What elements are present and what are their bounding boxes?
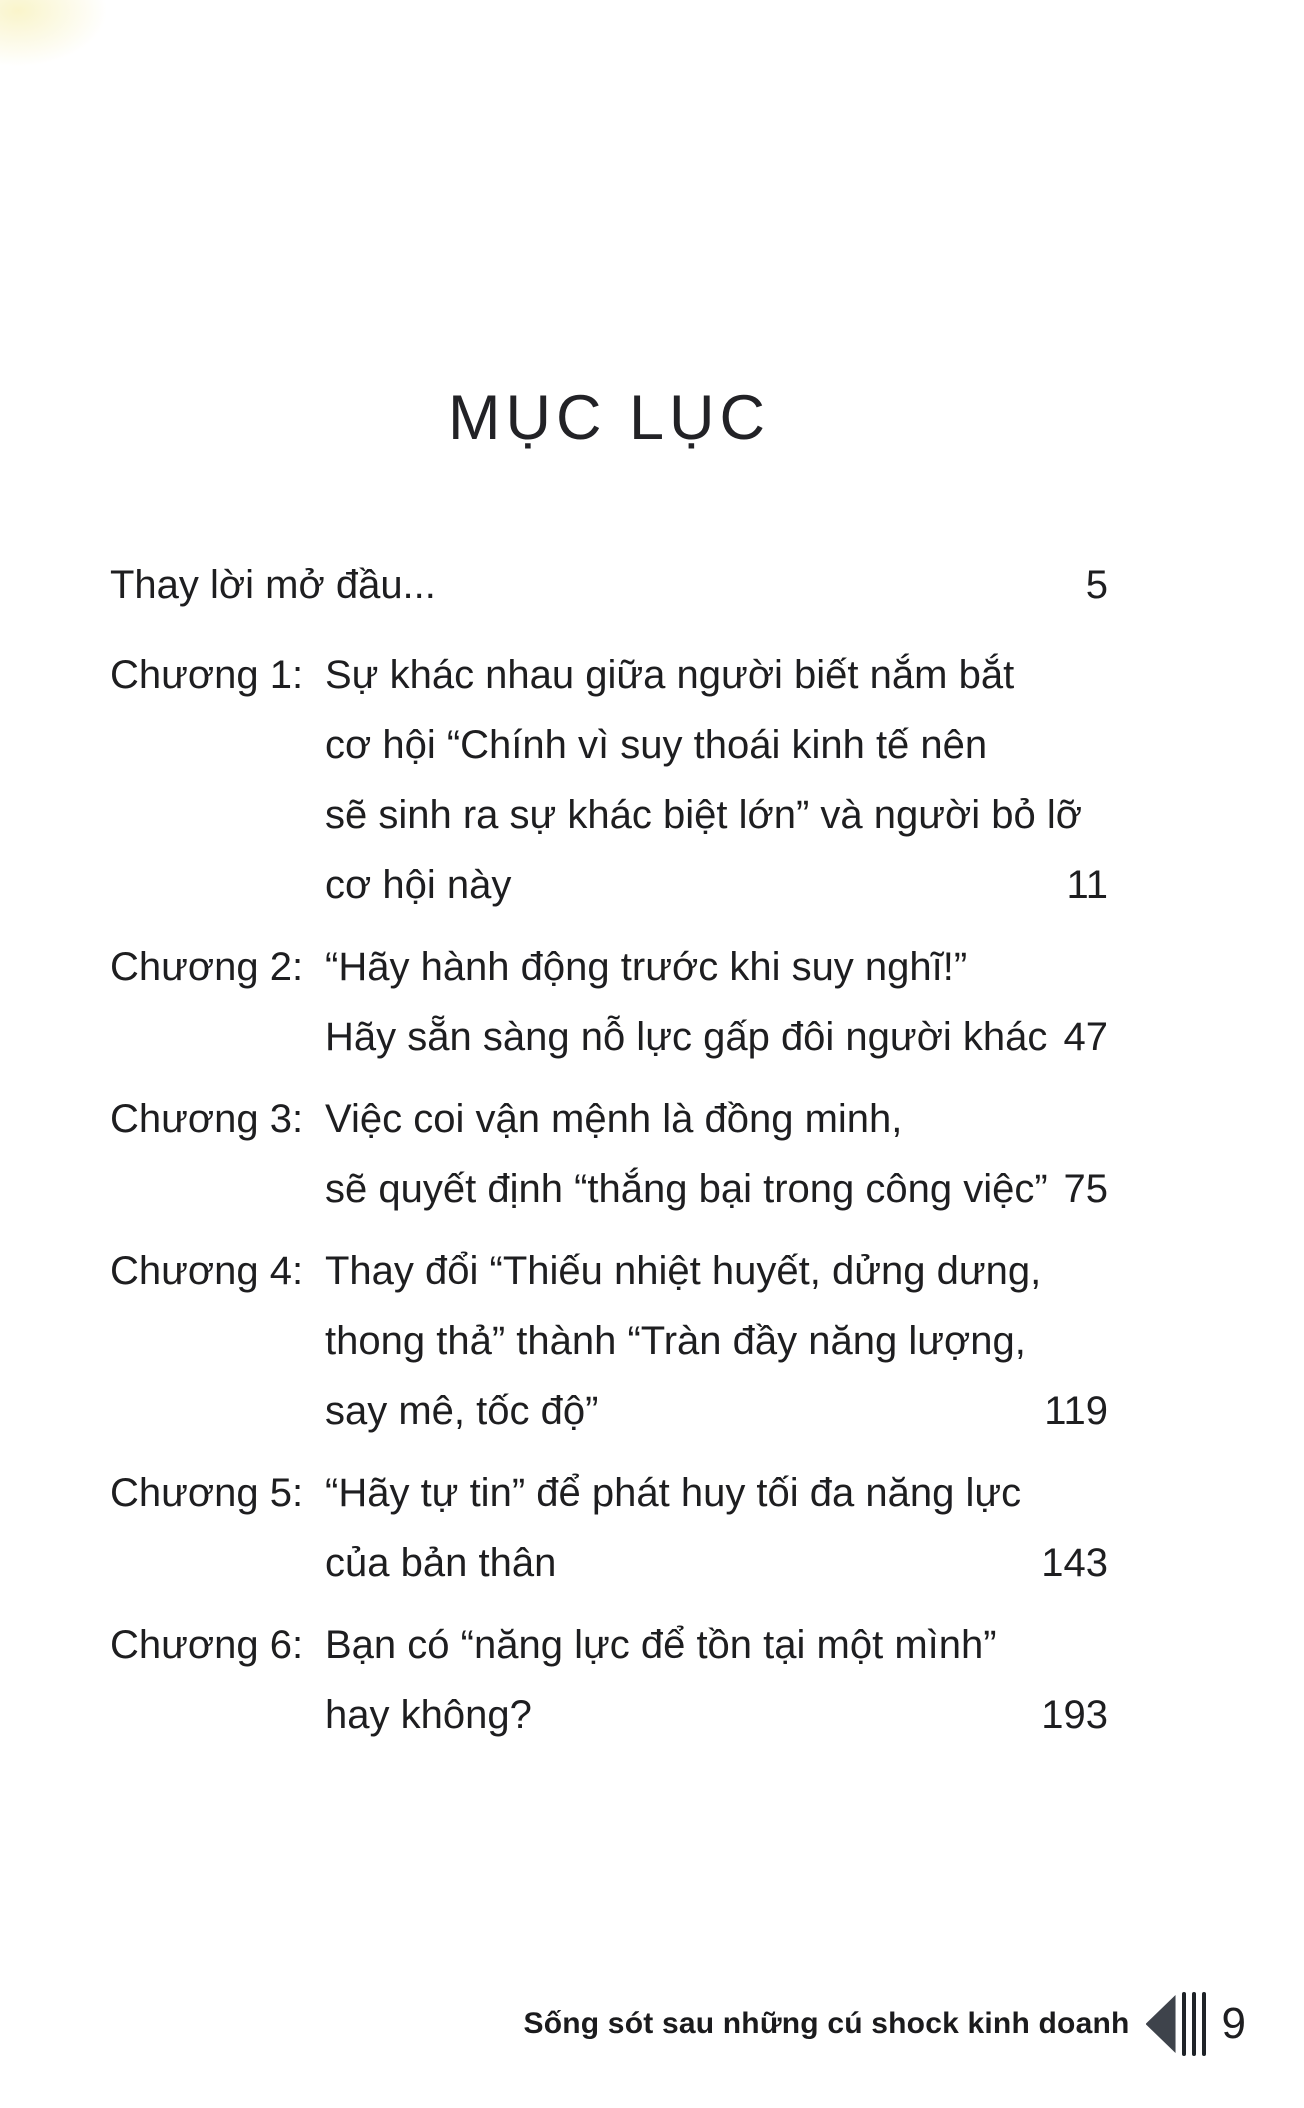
chapter-page-number: 47 [1063,1015,1108,1059]
toc-entry-chapter-5 [110,1458,1108,1598]
preface-page-number: 5 [1085,563,1108,607]
chapter-line-with-page [325,850,1108,920]
chapter-line: Bạn có “năng lực để tồn tại một mình” [325,1623,997,1667]
toc-entry-chapter-3 [110,1084,1108,1224]
footer-book-title: Sống sót sau những cú shock kinh doanh [523,2007,1130,2040]
chapter-lines [325,1458,1108,1598]
chapter-label: Chương 6: [110,1623,304,1667]
chapter-page-number: 75 [1063,1167,1108,1211]
chapter-line: Việc coi vận mệnh là đồng minh, [325,1097,903,1141]
chapter-line: sẽ quyết định “thắng bại trong công việc” [325,1167,1048,1211]
toc-content [110,382,1108,1762]
chapter-line: của bản thân [325,1541,557,1585]
page-footer [523,1992,1246,2056]
chapter-line-with-page [325,1528,1108,1598]
bars-icon [1182,1992,1206,2056]
chapter-page-number: 143 [1041,1541,1108,1585]
toc-entry-chapter-2 [110,932,1108,1072]
chapter-lines [325,932,1108,1072]
chapter-page-number: 11 [1066,863,1108,907]
triangle-icon [1146,1995,1176,2053]
preface-label: Thay lời mở đầu... [110,563,436,607]
chapter-line: sẽ sinh ra sự khác biệt lớn” và người bỏ lỡ [325,793,1083,837]
chapter-lines [325,1610,1108,1750]
icon-bar [1182,1992,1186,2056]
icon-bar [1192,1992,1196,2056]
chapter-line: Thay đổi “Thiếu nhiệt huyết, dửng dưng, [325,1249,1042,1293]
footer-page-number: 9 [1221,1999,1246,2048]
chapter-lines [325,1236,1108,1446]
toc-entry-preface [110,550,1108,620]
chapter-label: Chương 4: [110,1249,304,1293]
chapter-label: Chương 3: [110,1097,304,1141]
chapter-page-number: 119 [1044,1389,1108,1433]
chapter-line-with-page [325,1376,1108,1446]
chapter-line-with-page [325,1002,1108,1072]
chapter-line: Sự khác nhau giữa người biết nắm bắt [325,653,1015,697]
chapter-line-with-page [325,1680,1108,1750]
chapter-page-number: 193 [1041,1693,1108,1737]
toc-entry-chapter-6 [110,1610,1108,1750]
chapter-line: hay không? [325,1693,532,1737]
chapter-line: cơ hội này [325,863,512,907]
chapter-line-with-page [325,1154,1108,1224]
page-title: MỤC LỤC [447,383,770,453]
chapter-label: Chương 2: [110,945,304,989]
chapter-line: say mê, tốc độ” [325,1389,599,1433]
chapter-line: Hãy sẵn sàng nỗ lực gấp đôi người khác [325,1015,1048,1059]
page-marker-icon [1146,1992,1206,2056]
chapter-label: Chương 1: [110,653,304,697]
chapter-lines [325,640,1108,920]
chapter-line: cơ hội “Chính vì suy thoái kinh tế nên [325,723,988,767]
toc-entry-chapter-1 [110,640,1108,920]
chapter-line: thong thả” thành “Tràn đầy năng lượng, [325,1319,1026,1363]
icon-bar [1202,1992,1206,2056]
scan-artifact [0,0,108,67]
chapter-line: “Hãy tự tin” để phát huy tối đa năng lực [325,1471,1022,1515]
chapter-label: Chương 5: [110,1471,304,1515]
chapter-line: “Hãy hành động trước khi suy nghĩ!” [325,945,968,989]
toc-entry-chapter-4 [110,1236,1108,1446]
chapter-lines [325,1084,1108,1224]
